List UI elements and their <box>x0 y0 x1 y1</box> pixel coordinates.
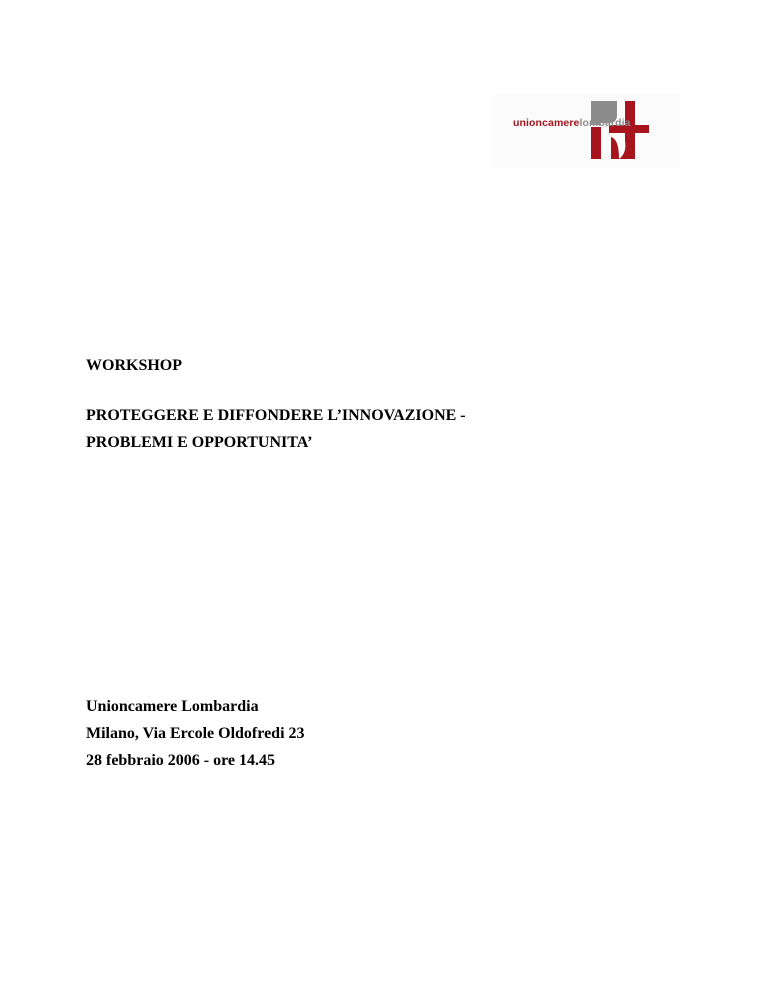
venue-datetime: 28 febbraio 2006 - ore 14.45 <box>86 752 276 769</box>
venue-organizer: Unioncamere Lombardia <box>86 698 259 715</box>
logo-word-unioncamere: unioncamere <box>513 117 580 129</box>
title-line-1: PROTEGGERE E DIFFONDERE L’INNOVAZIONE - <box>86 407 466 424</box>
workshop-heading: WORKSHOP <box>86 357 183 374</box>
venue-address: Milano, Via Ercole Oldofredi 23 <box>86 725 305 742</box>
logo-wordmark <box>513 117 631 129</box>
logo-word-lombardia: lombardia <box>579 117 631 129</box>
unioncamere-lombardia-logo <box>493 94 681 168</box>
title-line-2: PROBLEMI E OPPORTUNITA’ <box>86 434 313 451</box>
logo-mark-icon <box>589 101 649 159</box>
